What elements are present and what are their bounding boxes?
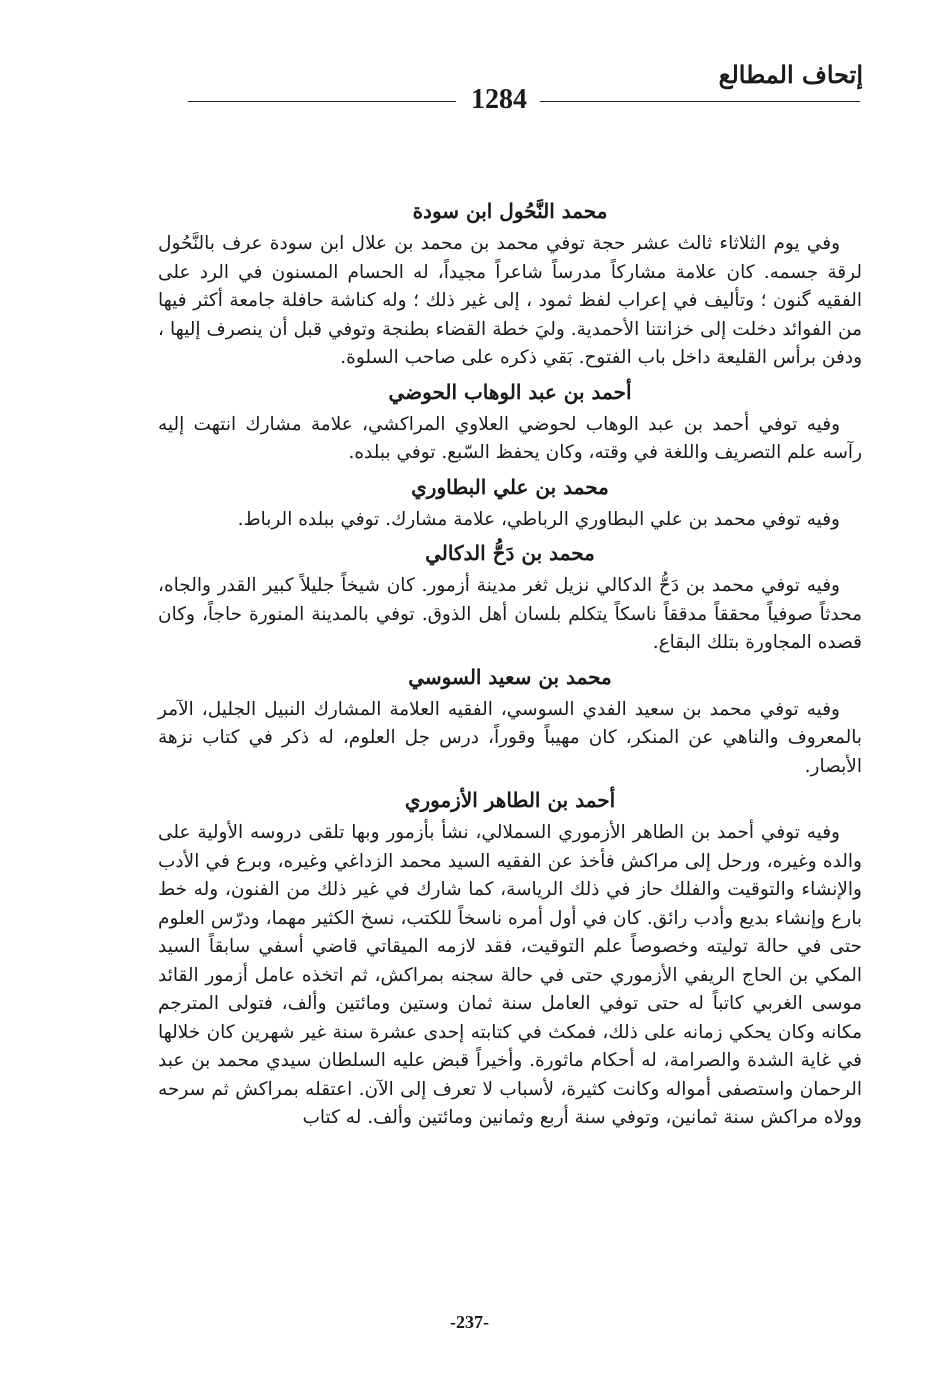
header-year: 1284 [471,84,527,115]
entry-body: وفيه توفي محمد بن دَحُّ الدكالي نزيل ثغر مدينة أزمور. كان شيخاً جليلاً كبير القدر والجاه، محدثاً صوفياً محققاً مدققاً ناسكاً يتكلم بلسان أهل الذوق. توفي بالمدينة المنورة حاجاً، وكان قصده المجاورة بتلك البقاع. [158,575,862,653]
running-header-title: إتحاف المطالع [718,60,863,89]
entry-title: أحمد بن الطاهر الأزموري [404,788,616,812]
entry-body: وفيه توفي محمد بن علي البطاوري الرباطي، علامة مشارك. توفي ببلده الرباط. [237,508,840,530]
entry-title: محمد بن علي البطاوري [411,474,609,499]
entry-title: محمد بن سعيد السوسي [408,664,612,689]
entry [158,538,862,658]
page-number-footer: -237- [450,1312,489,1332]
entry [158,472,862,535]
entry [158,785,862,1133]
entry [158,662,862,782]
entry [158,377,862,468]
entry-title: أحمد بن عبد الوهاب الحوضي [388,379,632,404]
entry-body: وفيه توفي أحمد بن عبد الوهاب لحوضي العلاوي المراكشي، علامة مشارك انتهت إليه رآسه علم التصريف واللغة في وقته، وكان يحفظ السّبع. توفي ببلده. [158,413,862,463]
entry-body: وفيه توفي أحمد بن الطاهر الأزموري السملالي، نشأ بأزمور وبها تلقى دروسه الأولية على والده وغيره، ورحل إلى مراكش فأخذ عن الفقيه السيد محمد الزداغي وغيره، وبرع في الأدب والإنشاء والتوقيت والفلك حاز في ذلك الرياسة، كما شارك في غير ذلك من الفنون، وله خط بارع وإنشاء بديع وأدب رائق. كان في أول أمره ناسخاً للكتب، نسخ الكثير مهما، ودرّس العلوم حتى في حالة توليته وخصوصاً علم التوقيت، فقد لازمه الميقاتي قاضي أسفي سابقاً السيد المكي بن الحاج الريفي الأزموري حتى في حالة سجنه بمراكش، ثم اتخذه عامل أزمور القائد موسى الغربي كاتباً له حتى توفي العامل سنة ثمان وستين ومائتين وألف، فتولى المترجم مكانه وكان يحكي زمانه على ذلك، فمكث في كتابته إحدى عشرة سنة غير شهرين كان خلالها في غاية الشدة والصرامة، له أحكام ماثورة. وأخيراً قبض عليه السلطان سيدي محمد بن عبد الرحمان واستصفى أمواله وكانت كثيرة، لأسباب لا تعرف إلى الآن. اعتقله بمراكش ثم سرحه وولاه مراكش سنة ثمانين، وتوفي سنة أربع وثمانين ومائتين وألف. له كتاب [158,822,862,1128]
header-rule-right [540,101,860,102]
entry-title: محمد النَّحُول ابن سودة [412,199,608,223]
page-content [158,196,862,1137]
header-rule-left [188,101,456,102]
entry [158,196,862,373]
entry-body: وفيه توفي محمد بن سعيد الفدي السوسي، الفقيه العلامة المشارك النبيل الجليل، الآمر بالمعروف والناهي عن المنكر، كان مهيباً وقوراً، درس جل العلوم، له ذكر في كتاب نزهة الأبصار. [158,698,862,777]
entry-title: محمد بن دَحُّ الدكالي [425,541,595,565]
entry-body: وفي يوم الثلاثاء ثالث عشر حجة توفي محمد بن محمد بن علال ابن سودة عرف بالنَّحُول لرقة جسمه. كان علامة مشاركاً مدرساً شاعراً مجيداً، له الحسام المسنون في الرد على الفقيه گنون ؛ وتأليف في إعراب لفظ ثمود ، إلى غير ذلك ؛ وله كناشة حافلة جامعة أكثر فيها من الفوائد دخلت إلى خزانتنا الأحمدية. وليَ خطة القضاء بطنجة وتوفي قبل أن ينصرف إليها ، ودفن برأس القليعة داخل باب الفتوح. بَقي ذكره على صاحب السلوة. [158,233,862,368]
